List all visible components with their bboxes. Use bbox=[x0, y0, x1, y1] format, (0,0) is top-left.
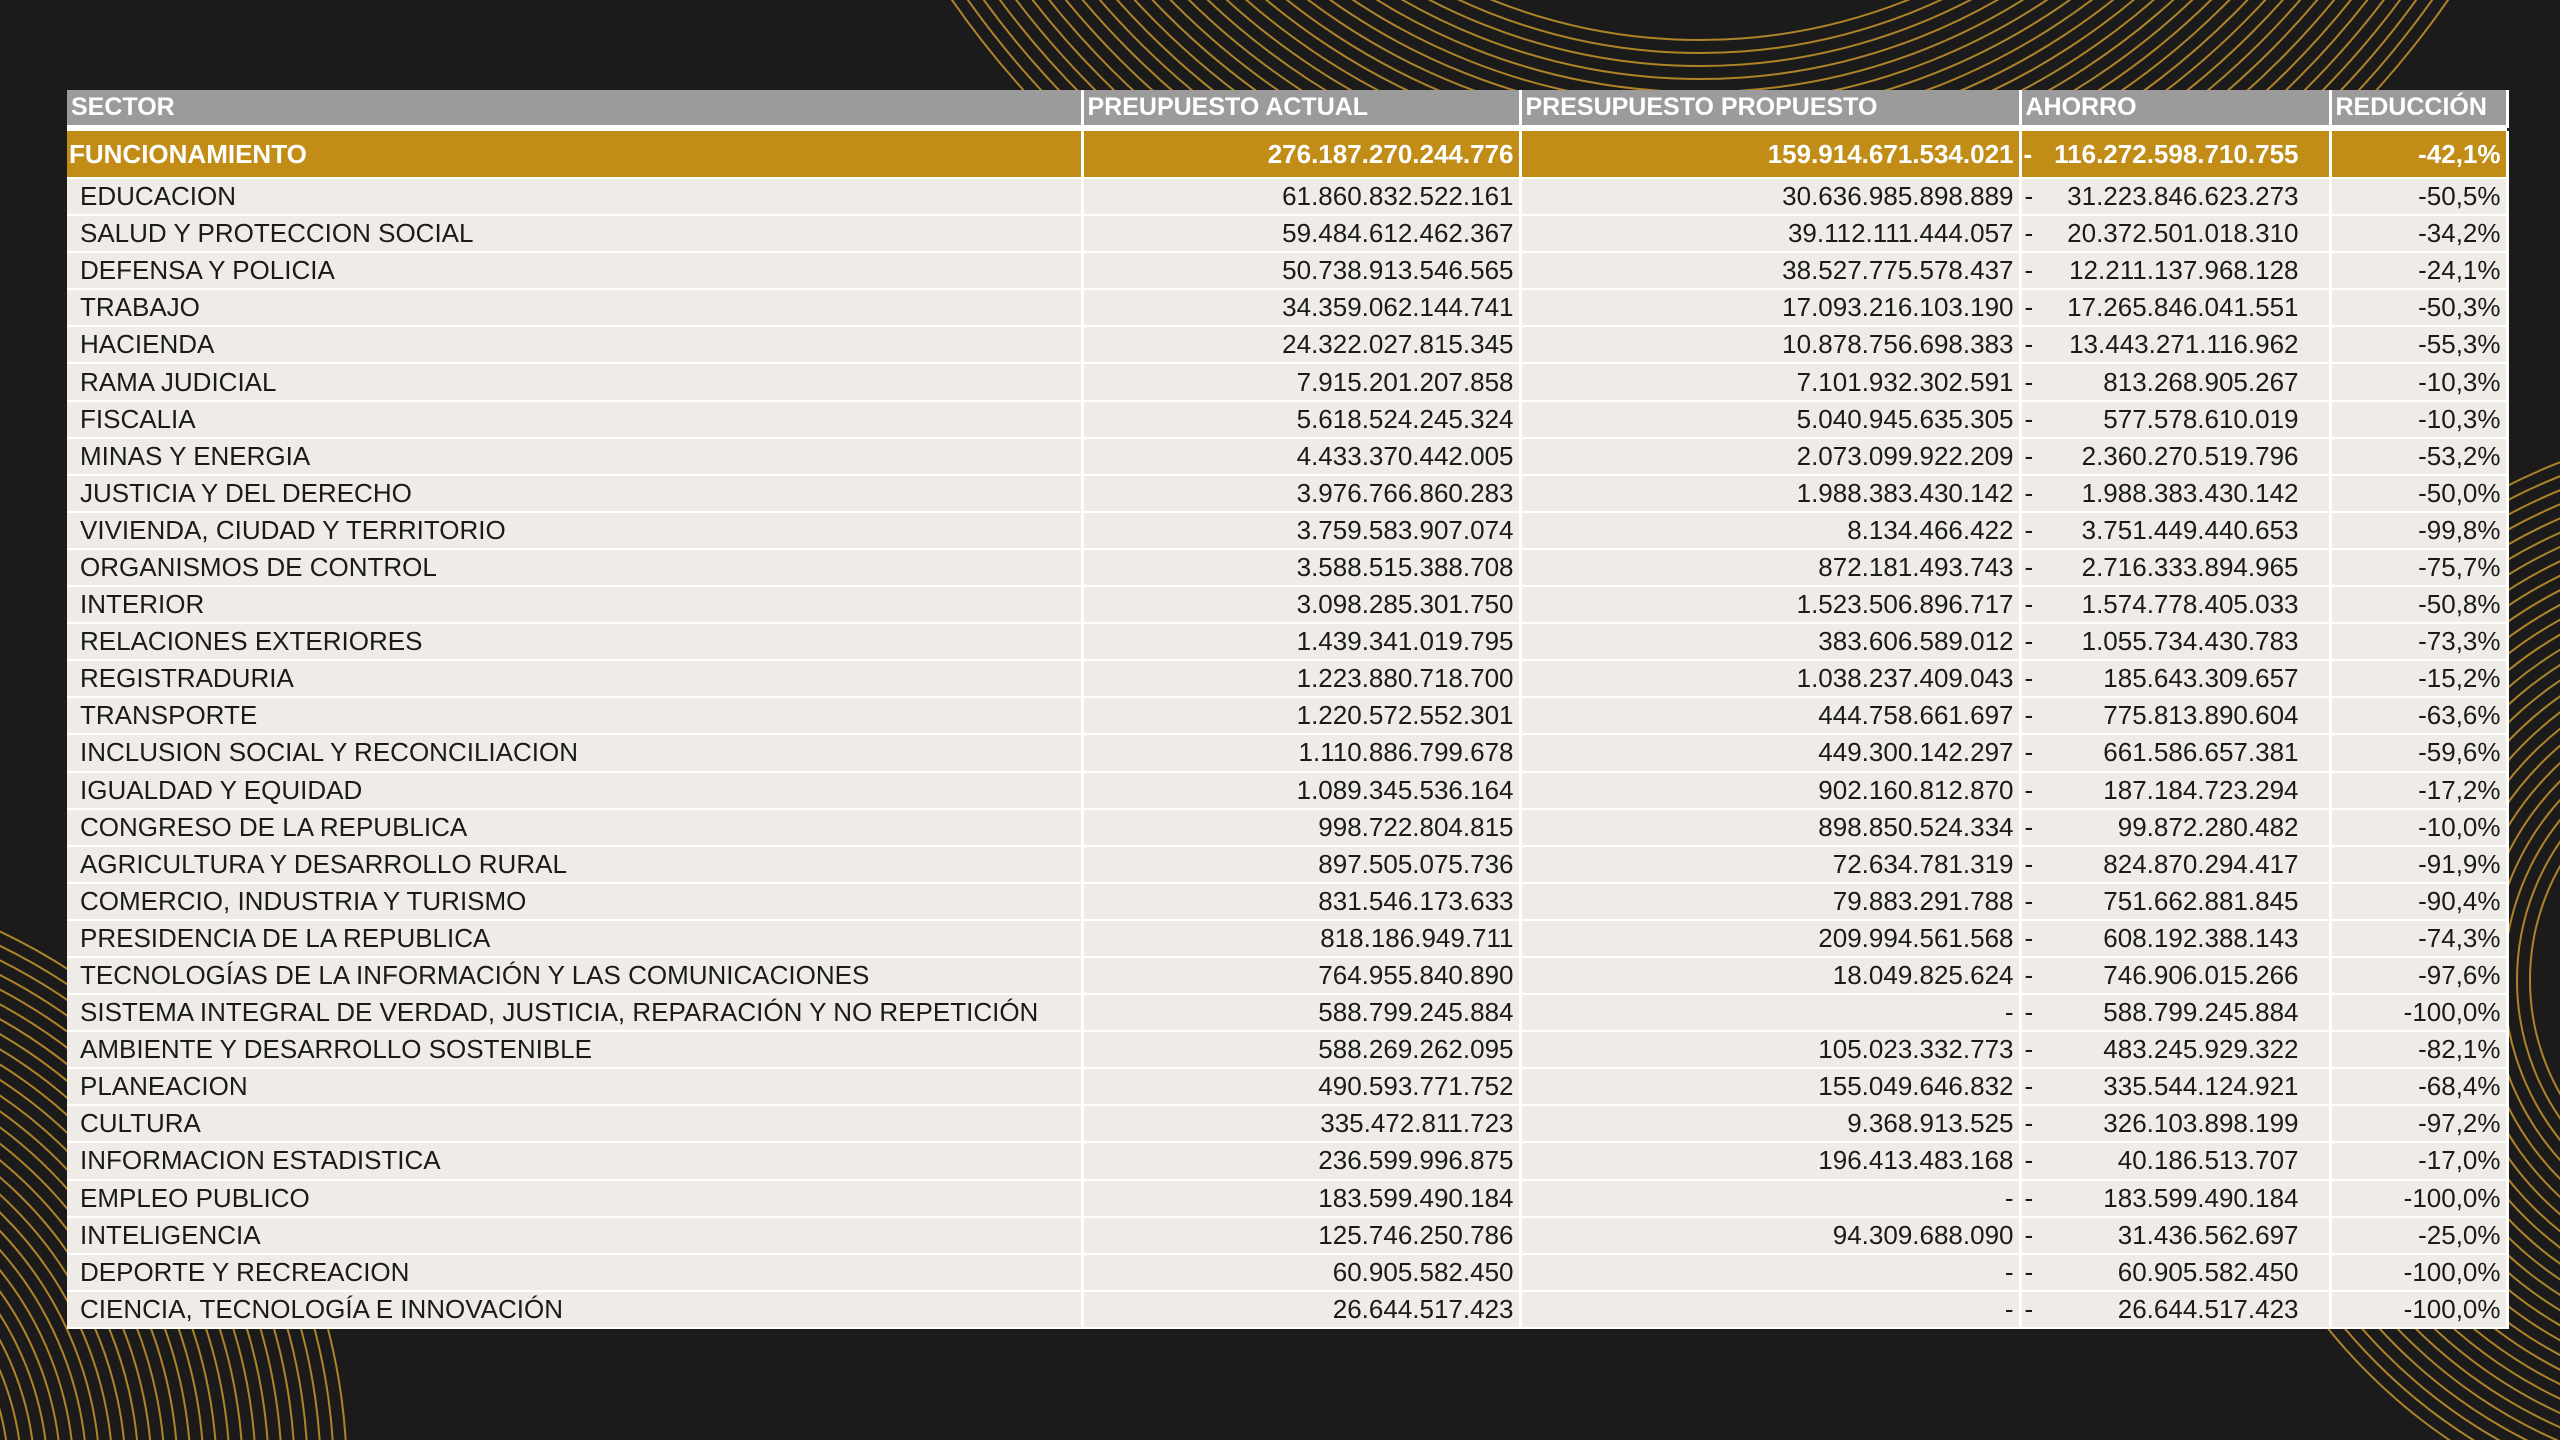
row-actual: 588.269.262.095 bbox=[1082, 1031, 1520, 1068]
row-actual: 183.599.490.184 bbox=[1082, 1180, 1520, 1217]
row-ahorro-sign: - bbox=[2024, 218, 2034, 249]
row-reduccion: -59,6% bbox=[2330, 734, 2507, 771]
row-actual: 61.860.832.522.161 bbox=[1082, 178, 1520, 215]
row-propuesto: 872.181.493.743 bbox=[1520, 549, 2020, 586]
row-propuesto: 79.883.291.788 bbox=[1520, 883, 2020, 920]
row-sector: RAMA JUDICIAL bbox=[67, 363, 1082, 400]
row-ahorro-sign: - bbox=[2024, 477, 2034, 508]
row-ahorro: 31.436.562.697 bbox=[2117, 1219, 2299, 1250]
row-ahorro-cell bbox=[2020, 920, 2330, 957]
row-ahorro-sign: - bbox=[2024, 514, 2034, 545]
row-propuesto: 10.878.756.698.383 bbox=[1520, 326, 2020, 363]
row-ahorro-cell bbox=[2020, 438, 2330, 475]
row-sector: ORGANISMOS DE CONTROL bbox=[67, 549, 1082, 586]
row-reduccion: -10,0% bbox=[2330, 809, 2507, 846]
row-sector: FISCALIA bbox=[67, 401, 1082, 438]
row-ahorro-sign: - bbox=[2024, 811, 2034, 842]
row-propuesto: - bbox=[1520, 1180, 2020, 1217]
row-sector: RELACIONES EXTERIORES bbox=[67, 623, 1082, 660]
row-sector: REGISTRADURIA bbox=[67, 660, 1082, 697]
row-ahorro: 40.186.513.707 bbox=[2117, 1145, 2299, 1176]
row-ahorro-sign: - bbox=[2024, 292, 2034, 323]
row-actual: 34.359.062.144.741 bbox=[1082, 289, 1520, 326]
row-ahorro-cell bbox=[2020, 772, 2330, 809]
row-actual: 490.593.771.752 bbox=[1082, 1068, 1520, 1105]
header-reduccion: REDUCCIÓN bbox=[2330, 90, 2507, 127]
row-reduccion: -100,0% bbox=[2330, 994, 2507, 1031]
table-row bbox=[67, 772, 2507, 809]
header-propuesto: PRESUPUESTO PROPUESTO bbox=[1520, 90, 2020, 127]
row-ahorro-cell bbox=[2020, 697, 2330, 734]
row-actual: 60.905.582.450 bbox=[1082, 1254, 1520, 1291]
row-actual: 50.738.913.546.565 bbox=[1082, 252, 1520, 289]
row-propuesto: 383.606.589.012 bbox=[1520, 623, 2020, 660]
row-ahorro: 661.586.657.381 bbox=[2103, 737, 2299, 768]
row-ahorro: 2.716.333.894.965 bbox=[2081, 551, 2299, 582]
row-propuesto: 155.049.646.832 bbox=[1520, 1068, 2020, 1105]
row-ahorro: 31.223.846.623.273 bbox=[2067, 181, 2299, 212]
row-sector: VIVIENDA, CIUDAD Y TERRITORIO bbox=[67, 512, 1082, 549]
row-ahorro-sign: - bbox=[2024, 1219, 2034, 1250]
row-actual: 5.618.524.245.324 bbox=[1082, 401, 1520, 438]
header-sector: SECTOR bbox=[67, 90, 1082, 127]
row-ahorro-sign: - bbox=[2024, 960, 2034, 991]
row-actual: 3.976.766.860.283 bbox=[1082, 475, 1520, 512]
row-ahorro-sign: - bbox=[2024, 885, 2034, 916]
row-ahorro-cell bbox=[2020, 994, 2330, 1031]
row-reduccion: -50,0% bbox=[2330, 475, 2507, 512]
row-reduccion: -97,2% bbox=[2330, 1105, 2507, 1142]
row-reduccion: -17,2% bbox=[2330, 772, 2507, 809]
row-propuesto: 105.023.332.773 bbox=[1520, 1031, 2020, 1068]
row-ahorro: 99.872.280.482 bbox=[2117, 811, 2299, 842]
row-actual: 4.433.370.442.005 bbox=[1082, 438, 1520, 475]
row-ahorro: 1.055.734.430.783 bbox=[2081, 626, 2299, 657]
row-ahorro-sign: - bbox=[2024, 1256, 2034, 1287]
row-ahorro: 824.870.294.417 bbox=[2103, 848, 2299, 879]
row-ahorro: 335.544.124.921 bbox=[2103, 1071, 2299, 1102]
row-propuesto: 17.093.216.103.190 bbox=[1520, 289, 2020, 326]
row-ahorro-sign: - bbox=[2024, 1108, 2034, 1139]
row-sector: TRABAJO bbox=[67, 289, 1082, 326]
row-ahorro-cell bbox=[2020, 252, 2330, 289]
row-ahorro-cell bbox=[2020, 809, 2330, 846]
row-ahorro: 483.245.929.322 bbox=[2103, 1034, 2299, 1065]
table-row bbox=[67, 1180, 2507, 1217]
table-row bbox=[67, 363, 2507, 400]
row-actual: 1.220.572.552.301 bbox=[1082, 697, 1520, 734]
row-ahorro: 746.906.015.266 bbox=[2103, 960, 2299, 991]
row-ahorro: 13.443.271.116.962 bbox=[2069, 329, 2299, 360]
row-ahorro-cell bbox=[2020, 178, 2330, 215]
total-row bbox=[67, 131, 2507, 178]
table-row bbox=[67, 252, 2507, 289]
row-ahorro: 60.905.582.450 bbox=[2117, 1256, 2299, 1287]
row-propuesto: 444.758.661.697 bbox=[1520, 697, 2020, 734]
row-actual: 764.955.840.890 bbox=[1082, 957, 1520, 994]
row-sector: INCLUSION SOCIAL Y RECONCILIACION bbox=[67, 734, 1082, 771]
row-sector: PRESIDENCIA DE LA REPUBLICA bbox=[67, 920, 1082, 957]
row-ahorro-cell bbox=[2020, 512, 2330, 549]
row-sector: CULTURA bbox=[67, 1105, 1082, 1142]
row-reduccion: -25,0% bbox=[2330, 1217, 2507, 1254]
total-ahorro-sign: - bbox=[2023, 138, 2033, 169]
row-propuesto: 1.988.383.430.142 bbox=[1520, 475, 2020, 512]
row-propuesto: 209.994.561.568 bbox=[1520, 920, 2020, 957]
row-propuesto: 18.049.825.624 bbox=[1520, 957, 2020, 994]
row-ahorro-cell bbox=[2020, 623, 2330, 660]
row-ahorro: 326.103.898.199 bbox=[2103, 1108, 2299, 1139]
row-ahorro-sign: - bbox=[2024, 774, 2034, 805]
row-sector: SALUD Y PROTECCION SOCIAL bbox=[67, 215, 1082, 252]
row-ahorro: 813.268.905.267 bbox=[2103, 366, 2299, 397]
row-ahorro-cell bbox=[2020, 215, 2330, 252]
row-actual: 1.223.880.718.700 bbox=[1082, 660, 1520, 697]
row-ahorro: 185.643.309.657 bbox=[2103, 663, 2299, 694]
row-propuesto: 1.523.506.896.717 bbox=[1520, 586, 2020, 623]
row-propuesto: 72.634.781.319 bbox=[1520, 846, 2020, 883]
table-row bbox=[67, 512, 2507, 549]
row-sector: TECNOLOGÍAS DE LA INFORMACIÓN Y LAS COMUNICACIONES bbox=[67, 957, 1082, 994]
row-propuesto: 449.300.142.297 bbox=[1520, 734, 2020, 771]
row-ahorro-cell bbox=[2020, 289, 2330, 326]
table-row bbox=[67, 1142, 2507, 1179]
row-sector: AMBIENTE Y DESARROLLO SOSTENIBLE bbox=[67, 1031, 1082, 1068]
row-reduccion: -74,3% bbox=[2330, 920, 2507, 957]
table-row bbox=[67, 1254, 2507, 1291]
row-reduccion: -53,2% bbox=[2330, 438, 2507, 475]
row-ahorro-sign: - bbox=[2024, 997, 2034, 1028]
total-ahorro-cell bbox=[2020, 131, 2330, 178]
row-sector: INTERIOR bbox=[67, 586, 1082, 623]
row-sector: TRANSPORTE bbox=[67, 697, 1082, 734]
row-propuesto: 7.101.932.302.591 bbox=[1520, 363, 2020, 400]
row-sector: IGUALDAD Y EQUIDAD bbox=[67, 772, 1082, 809]
header-actual: PREUPUESTO ACTUAL bbox=[1082, 90, 1520, 127]
row-ahorro-cell bbox=[2020, 1068, 2330, 1105]
table-row bbox=[67, 846, 2507, 883]
row-sector: AGRICULTURA Y DESARROLLO RURAL bbox=[67, 846, 1082, 883]
table-row bbox=[67, 289, 2507, 326]
row-propuesto: 902.160.812.870 bbox=[1520, 772, 2020, 809]
row-propuesto: 38.527.775.578.437 bbox=[1520, 252, 2020, 289]
row-actual: 26.644.517.423 bbox=[1082, 1291, 1520, 1328]
table-row bbox=[67, 1217, 2507, 1254]
row-reduccion: -100,0% bbox=[2330, 1254, 2507, 1291]
table-row bbox=[67, 697, 2507, 734]
row-propuesto: 898.850.524.334 bbox=[1520, 809, 2020, 846]
row-reduccion: -34,2% bbox=[2330, 215, 2507, 252]
row-reduccion: -73,3% bbox=[2330, 623, 2507, 660]
row-propuesto: 39.112.111.444.057 bbox=[1520, 215, 2020, 252]
row-sector: CONGRESO DE LA REPUBLICA bbox=[67, 809, 1082, 846]
row-reduccion: -10,3% bbox=[2330, 401, 2507, 438]
total-propuesto: 159.914.671.534.021 bbox=[1520, 131, 2020, 178]
table-row bbox=[67, 920, 2507, 957]
row-ahorro: 1.574.778.405.033 bbox=[2081, 589, 2299, 620]
row-propuesto: - bbox=[1520, 1254, 2020, 1291]
row-ahorro: 187.184.723.294 bbox=[2103, 774, 2299, 805]
row-actual: 1.439.341.019.795 bbox=[1082, 623, 1520, 660]
row-sector: EDUCACION bbox=[67, 178, 1082, 215]
row-ahorro: 1.988.383.430.142 bbox=[2081, 477, 2299, 508]
row-actual: 59.484.612.462.367 bbox=[1082, 215, 1520, 252]
budget-table bbox=[67, 90, 2509, 1329]
row-reduccion: -91,9% bbox=[2330, 846, 2507, 883]
row-actual: 3.759.583.907.074 bbox=[1082, 512, 1520, 549]
row-sector: PLANEACION bbox=[67, 1068, 1082, 1105]
row-ahorro-cell bbox=[2020, 586, 2330, 623]
row-actual: 236.599.996.875 bbox=[1082, 1142, 1520, 1179]
row-actual: 125.746.250.786 bbox=[1082, 1217, 1520, 1254]
row-propuesto: 8.134.466.422 bbox=[1520, 512, 2020, 549]
row-propuesto: - bbox=[1520, 994, 2020, 1031]
table-row bbox=[67, 1105, 2507, 1142]
row-ahorro: 183.599.490.184 bbox=[2103, 1182, 2299, 1213]
row-sector: INTELIGENCIA bbox=[67, 1217, 1082, 1254]
row-actual: 335.472.811.723 bbox=[1082, 1105, 1520, 1142]
budget-table-container bbox=[67, 90, 2507, 1329]
row-reduccion: -75,7% bbox=[2330, 549, 2507, 586]
row-ahorro-sign: - bbox=[2024, 663, 2034, 694]
row-actual: 831.546.173.633 bbox=[1082, 883, 1520, 920]
row-reduccion: -17,0% bbox=[2330, 1142, 2507, 1179]
row-ahorro-sign: - bbox=[2024, 255, 2034, 286]
row-ahorro-cell bbox=[2020, 475, 2330, 512]
row-ahorro-cell bbox=[2020, 1291, 2330, 1328]
total-sector: FUNCIONAMIENTO bbox=[67, 131, 1082, 178]
row-reduccion: -50,3% bbox=[2330, 289, 2507, 326]
row-ahorro-cell bbox=[2020, 363, 2330, 400]
row-reduccion: -15,2% bbox=[2330, 660, 2507, 697]
row-ahorro-cell bbox=[2020, 1180, 2330, 1217]
row-propuesto: 9.368.913.525 bbox=[1520, 1105, 2020, 1142]
table-row bbox=[67, 326, 2507, 363]
row-ahorro: 12.211.137.968.128 bbox=[2069, 255, 2299, 286]
row-ahorro-sign: - bbox=[2024, 366, 2034, 397]
row-ahorro-sign: - bbox=[2024, 700, 2034, 731]
row-actual: 998.722.804.815 bbox=[1082, 809, 1520, 846]
row-actual: 588.799.245.884 bbox=[1082, 994, 1520, 1031]
table-row bbox=[67, 549, 2507, 586]
row-ahorro: 588.799.245.884 bbox=[2103, 997, 2299, 1028]
row-reduccion: -55,3% bbox=[2330, 326, 2507, 363]
total-reduccion: -42,1% bbox=[2330, 131, 2507, 178]
table-row bbox=[67, 883, 2507, 920]
row-ahorro: 608.192.388.143 bbox=[2103, 922, 2299, 953]
row-ahorro-sign: - bbox=[2024, 1293, 2034, 1324]
row-ahorro-sign: - bbox=[2024, 737, 2034, 768]
row-reduccion: -68,4% bbox=[2330, 1068, 2507, 1105]
row-propuesto: 1.038.237.409.043 bbox=[1520, 660, 2020, 697]
row-reduccion: -63,6% bbox=[2330, 697, 2507, 734]
row-ahorro-cell bbox=[2020, 326, 2330, 363]
row-ahorro-sign: - bbox=[2024, 440, 2034, 471]
row-ahorro: 751.662.881.845 bbox=[2103, 885, 2299, 916]
row-actual: 897.505.075.736 bbox=[1082, 846, 1520, 883]
table-row bbox=[67, 994, 2507, 1031]
row-reduccion: -100,0% bbox=[2330, 1180, 2507, 1217]
row-ahorro-cell bbox=[2020, 549, 2330, 586]
row-ahorro-cell bbox=[2020, 846, 2330, 883]
table-row bbox=[67, 809, 2507, 846]
row-reduccion: -99,8% bbox=[2330, 512, 2507, 549]
row-ahorro-sign: - bbox=[2024, 1034, 2034, 1065]
row-ahorro-sign: - bbox=[2024, 1182, 2034, 1213]
row-actual: 24.322.027.815.345 bbox=[1082, 326, 1520, 363]
row-propuesto: 5.040.945.635.305 bbox=[1520, 401, 2020, 438]
row-ahorro: 775.813.890.604 bbox=[2103, 700, 2299, 731]
row-reduccion: -24,1% bbox=[2330, 252, 2507, 289]
row-ahorro-cell bbox=[2020, 1254, 2330, 1291]
table-row bbox=[67, 734, 2507, 771]
row-actual: 3.098.285.301.750 bbox=[1082, 586, 1520, 623]
row-sector: MINAS Y ENERGIA bbox=[67, 438, 1082, 475]
row-sector: EMPLEO PUBLICO bbox=[67, 1180, 1082, 1217]
table-header-row bbox=[67, 90, 2507, 127]
table-row bbox=[67, 438, 2507, 475]
row-sector: JUSTICIA Y DEL DERECHO bbox=[67, 475, 1082, 512]
table-row bbox=[67, 586, 2507, 623]
row-ahorro-sign: - bbox=[2024, 848, 2034, 879]
row-ahorro: 20.372.501.018.310 bbox=[2067, 218, 2299, 249]
row-ahorro-sign: - bbox=[2024, 626, 2034, 657]
row-ahorro: 2.360.270.519.796 bbox=[2081, 440, 2299, 471]
row-ahorro-cell bbox=[2020, 957, 2330, 994]
row-ahorro-sign: - bbox=[2024, 181, 2034, 212]
row-ahorro-cell bbox=[2020, 883, 2330, 920]
table-row bbox=[67, 178, 2507, 215]
row-reduccion: -50,8% bbox=[2330, 586, 2507, 623]
row-ahorro-sign: - bbox=[2024, 1145, 2034, 1176]
row-sector: INFORMACION ESTADISTICA bbox=[67, 1142, 1082, 1179]
table-row bbox=[67, 1291, 2507, 1328]
row-sector: HACIENDA bbox=[67, 326, 1082, 363]
header-ahorro: AHORRO bbox=[2020, 90, 2330, 127]
row-actual: 3.588.515.388.708 bbox=[1082, 549, 1520, 586]
row-ahorro-sign: - bbox=[2024, 922, 2034, 953]
row-reduccion: -82,1% bbox=[2330, 1031, 2507, 1068]
row-propuesto: 196.413.483.168 bbox=[1520, 1142, 2020, 1179]
row-sector: CIENCIA, TECNOLOGÍA E INNOVACIÓN bbox=[67, 1291, 1082, 1328]
row-ahorro: 577.578.610.019 bbox=[2103, 403, 2299, 434]
row-ahorro-cell bbox=[2020, 734, 2330, 771]
row-actual: 1.089.345.536.164 bbox=[1082, 772, 1520, 809]
total-ahorro: 116.272.598.710.755 bbox=[2054, 138, 2299, 169]
row-propuesto: 94.309.688.090 bbox=[1520, 1217, 2020, 1254]
row-ahorro-cell bbox=[2020, 1105, 2330, 1142]
row-ahorro-sign: - bbox=[2024, 589, 2034, 620]
row-ahorro-sign: - bbox=[2024, 1071, 2034, 1102]
row-sector: DEPORTE Y RECREACION bbox=[67, 1254, 1082, 1291]
row-sector: SISTEMA INTEGRAL DE VERDAD, JUSTICIA, REPARACIÓN Y NO REPETICIÓN bbox=[67, 994, 1082, 1031]
row-ahorro-sign: - bbox=[2024, 403, 2034, 434]
row-sector: COMERCIO, INDUSTRIA Y TURISMO bbox=[67, 883, 1082, 920]
row-reduccion: -97,6% bbox=[2330, 957, 2507, 994]
row-ahorro: 26.644.517.423 bbox=[2117, 1293, 2299, 1324]
row-ahorro-sign: - bbox=[2024, 551, 2034, 582]
table-row bbox=[67, 401, 2507, 438]
row-reduccion: -10,3% bbox=[2330, 363, 2507, 400]
row-ahorro: 3.751.449.440.653 bbox=[2081, 514, 2299, 545]
row-ahorro-cell bbox=[2020, 660, 2330, 697]
row-ahorro-cell bbox=[2020, 1217, 2330, 1254]
row-actual: 1.110.886.799.678 bbox=[1082, 734, 1520, 771]
table-row bbox=[67, 660, 2507, 697]
table-row bbox=[67, 475, 2507, 512]
row-reduccion: -50,5% bbox=[2330, 178, 2507, 215]
table-row bbox=[67, 957, 2507, 994]
row-ahorro-cell bbox=[2020, 1031, 2330, 1068]
row-reduccion: -100,0% bbox=[2330, 1291, 2507, 1328]
row-ahorro-sign: - bbox=[2024, 329, 2034, 360]
row-sector: DEFENSA Y POLICIA bbox=[67, 252, 1082, 289]
row-reduccion: -90,4% bbox=[2330, 883, 2507, 920]
row-propuesto: 30.636.985.898.889 bbox=[1520, 178, 2020, 215]
row-propuesto: 2.073.099.922.209 bbox=[1520, 438, 2020, 475]
table-row bbox=[67, 1031, 2507, 1068]
row-ahorro: 17.265.846.041.551 bbox=[2067, 292, 2299, 323]
row-actual: 7.915.201.207.858 bbox=[1082, 363, 1520, 400]
table-row bbox=[67, 1068, 2507, 1105]
row-actual: 818.186.949.711 bbox=[1082, 920, 1520, 957]
row-propuesto: - bbox=[1520, 1291, 2020, 1328]
table-row bbox=[67, 215, 2507, 252]
total-actual: 276.187.270.244.776 bbox=[1082, 131, 1520, 178]
row-ahorro-cell bbox=[2020, 1142, 2330, 1179]
table-row bbox=[67, 623, 2507, 660]
row-ahorro-cell bbox=[2020, 401, 2330, 438]
